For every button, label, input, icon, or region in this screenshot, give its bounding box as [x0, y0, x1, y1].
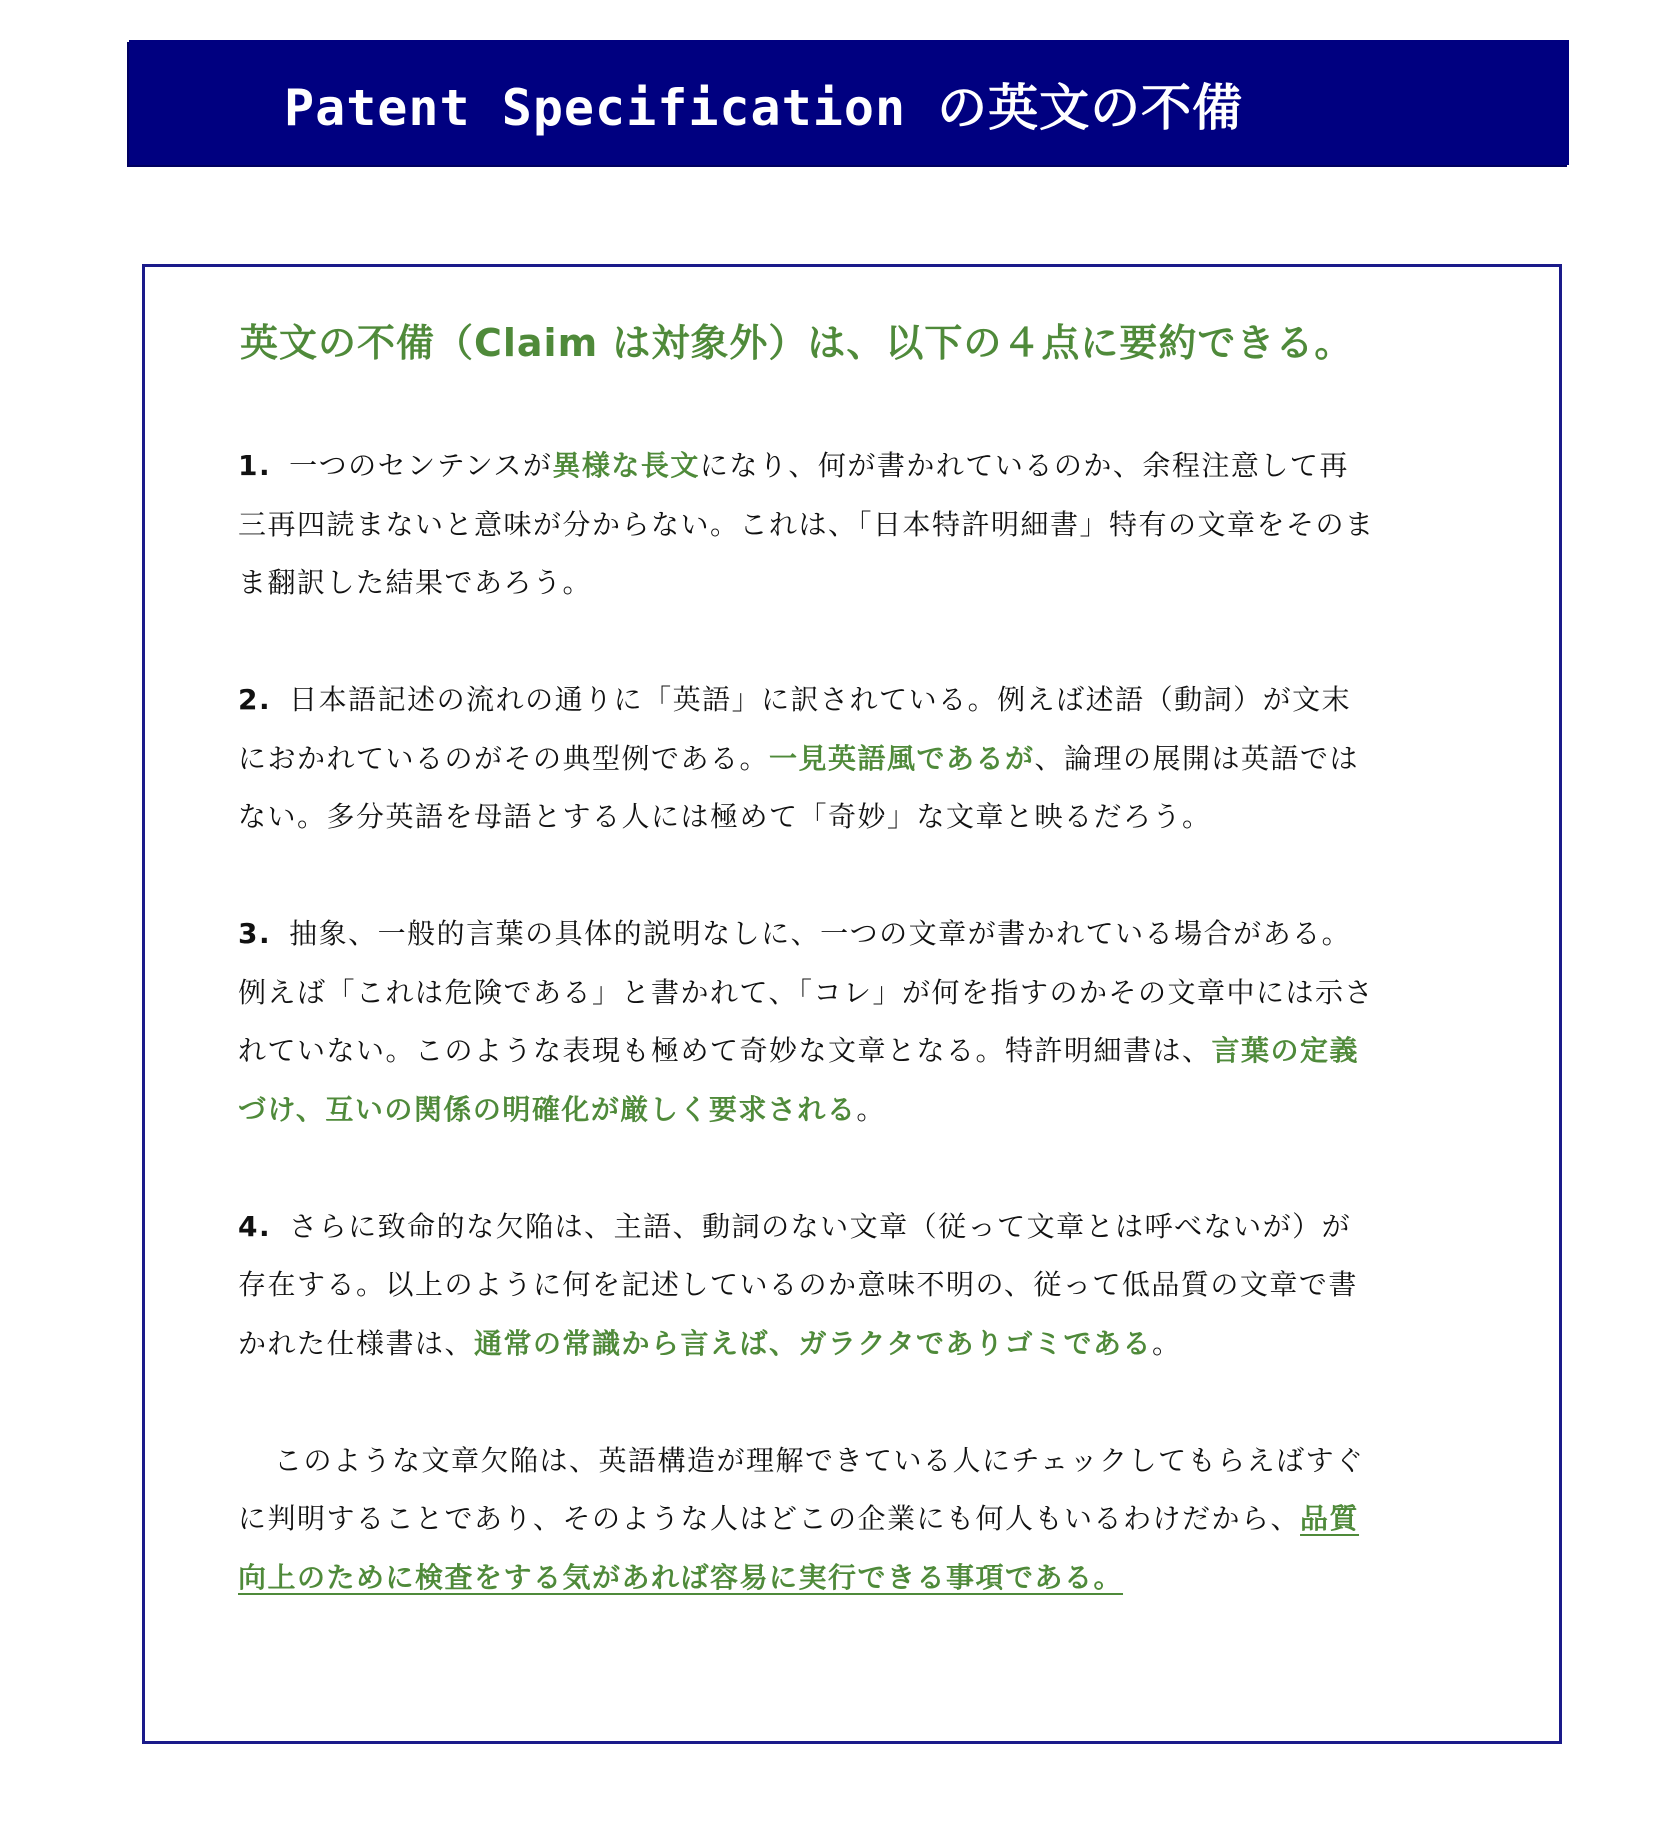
closing-paragraph	[238, 1432, 1378, 1608]
item-number: 4.	[238, 1209, 272, 1243]
closing-highlight: 品質向上のために検査をする気があれば容易に実行できる事項である。	[238, 1502, 1360, 1594]
item-text: 。	[856, 1092, 886, 1126]
item-text: 、論理の展開は英語ではない。多分英語を母語とする人には極めて「奇妙」な文章と映るだろう。	[238, 741, 1360, 833]
item-text: 一つのセンテンスが	[289, 449, 553, 482]
item-highlight: 言葉の定義づけ、互いの関係の明確化が厳しく要求される	[238, 1034, 1360, 1126]
item-number: 2.	[238, 683, 272, 716]
item-number: 1.	[238, 449, 272, 482]
page-title: Patent Specification の英文の不備	[284, 79, 1244, 137]
item-number: 3.	[238, 917, 272, 950]
list-item-1	[238, 437, 1378, 613]
section-heading: 英文の不備（Claim は対象外）は、以下の４点に要約できる。	[240, 321, 1354, 365]
list-item-4	[238, 1198, 1378, 1374]
item-text: さらに致命的な欠陥は、主語、動詞のない文章（従って文章とは呼べないが）が存在する。以上のように何を記述しているのか意味不明の、従って低品質の文章で書かれた仕様書は、	[238, 1209, 1358, 1360]
item-text: 。	[1151, 1326, 1182, 1360]
item-text: 抽象、一般的言葉の具体的説明なしに、一つの文章が書かれている場合がある。例えば「これは危険である」と書かれて、「コレ」が何を指すのかその文章中には示されていない。このような表現も極めて奇妙な文章となる。特許明細書は、	[238, 917, 1374, 1067]
list-item-2	[238, 671, 1378, 847]
item-highlight: 通常の常識から言えば、ガラクタでありゴミである	[474, 1326, 1152, 1360]
title-banner	[129, 40, 1569, 165]
item-highlight: 一見英語風であるが	[769, 741, 1035, 775]
body-text	[238, 437, 1378, 1666]
item-highlight: 異様な長文	[552, 449, 700, 482]
list-item-3	[238, 905, 1378, 1139]
item-text: 日本語記述の流れの通りに「英語」に訳されている。例えば述語（動詞）が文末におかれているのがその典型例である。	[238, 683, 1352, 775]
content-box	[142, 264, 1562, 1744]
item-text: になり、何が書かれているのか、余程注意して再三再四読まないと意味が分からない。これは、「日本特許明細書」特有の文章をそのまま翻訳した結果であろう。	[238, 449, 1375, 599]
closing-text: このような文章欠陥は、英語構造が理解できている人にチェックしてもらえばすぐに判明することであり、そのような人はどこの企業にも何人もいるわけだから、	[238, 1443, 1365, 1535]
